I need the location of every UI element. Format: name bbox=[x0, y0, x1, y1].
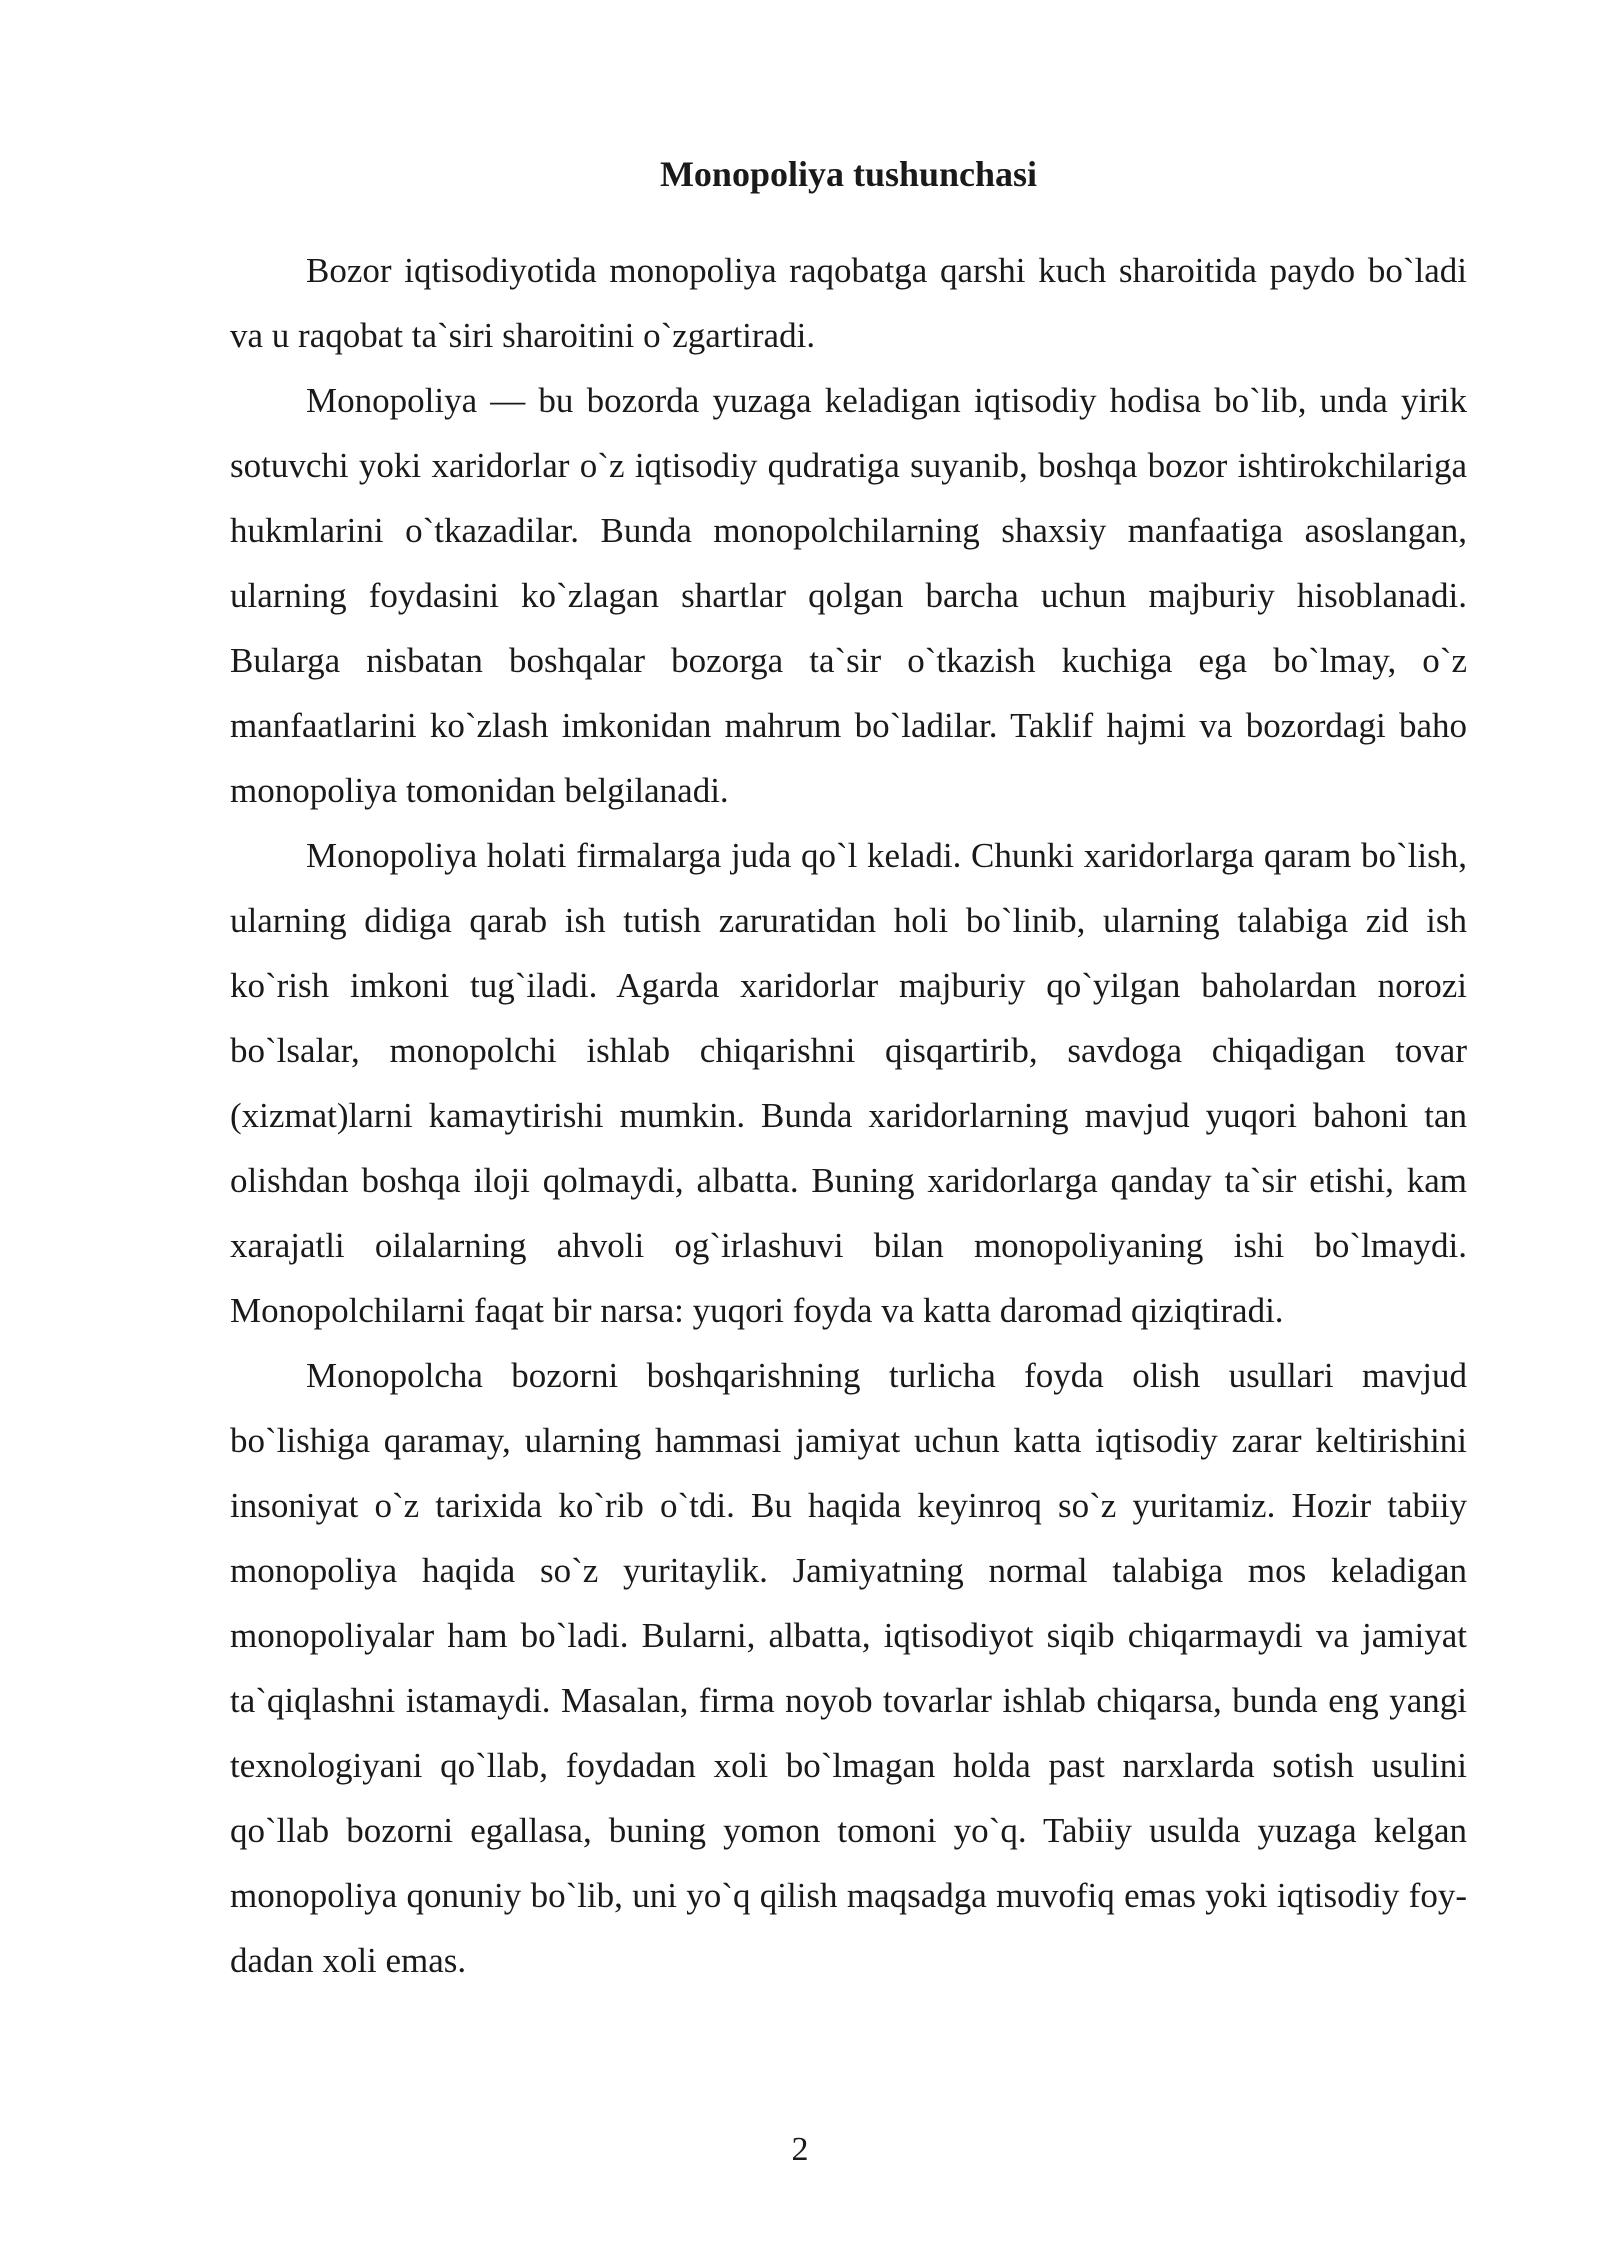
paragraph: Monopoliya — bu bozorda yuzaga keladigan iqtisodiy hodisa bo`lib, unda yirik sotuvchi yoki xaridorlar o`z iqtisodiy qudratiga suyanib, boshqa bozor ishtirokchilariga hukmlarini o`tkazadilar. Bunda monopolchilarning shaxsiy manfaatiga asoslangan, ularning foydasini ko`zlagan shartlar qolgan barcha uchun majburiy hisoblanadi. Bularga nisbatan boshqalar bozorga ta`sir o`tkazish kuchiga ega bo`lmay, o`z manfaatlarini ko`zlash imkonidan mahrum bo`ladilar. Taklif hajmi va bozordagi baho monopoliya tomonidan belgilanadi. bbox=[230, 381, 1467, 810]
paragraph: Monopolcha bozorni boshqarishning turlicha foyda olish usullari mavjud bo`lishiga qaramay, ularning hammasi jamiyat uchun katta iqtisodiy zarar keltirishini insoniyat o`z tarixida ko`rib o`tdi. Bu haqida keyinroq so`z yuritamiz. Hozir tabiiy monopoliya haqida so`z yuritaylik. Jamiyatning normal talabiga mos keladigan monopoliyalar ham bo`ladi. Bularni, albatta, iqtisodiyot siqib chiqarmaydi va jamiyat ta`qiqlashni istamaydi. Masalan, firma noyob tovarlar ishlab chiqarsa, bunda eng yangi texnologiyani qo`llab, foydadan xoli bo`lmagan holda past narxlarda sotish usulini qo`llab bozorni egallasa, buning yomon tomoni yo`q. Tabiiy usulda yuzaga kelgan monopoliya qonuniy bo`lib, uni yo`q qilish maqsadga muvofiq emas yoki iqtisodiy foy-dadan xoli emas. bbox=[230, 1356, 1467, 1980]
paragraph: Bozor iqtisodiyotida monopoliya raqobatga qarshi kuch sharoitida paydo bo`ladi va u raqobat ta`siri sharoitini o`zgartiradi. bbox=[230, 251, 1467, 355]
page-title: Monopoliya tushunchasi bbox=[659, 154, 1038, 194]
document-body bbox=[230, 238, 1467, 1993]
page-number: 2 bbox=[791, 2131, 809, 2168]
paragraph: Monopoliya holati firmalarga juda qo`l keladi. Chunki xaridorlarga qaram bo`lish, ularning didiga qarab ish tutish zaruratidan holi bo`linib, ularning talabiga zid ish ko`rish imkoni tug`iladi. Agarda xaridorlar majburiy qo`yilgan baholardan norozi bo`lsalar, monopolchi ishlab chiqarishni qisqartirib, savdoga chiqadigan tovar (xizmat)larni kamaytirishi mumkin. Bunda xaridorlarning mavjud yuqori bahoni tan olishdan boshqa iloji qolmaydi, albatta. Buning xaridorlarga qanday ta`sir etishi, kam xarajatli oilalarning ahvoli og`irlashuvi bilan monopoliyaning ishi bo`lmaydi. Monopolchilarni faqat bir narsa: yuqori foyda va katta daromad qiziqtiradi. bbox=[230, 836, 1467, 1330]
